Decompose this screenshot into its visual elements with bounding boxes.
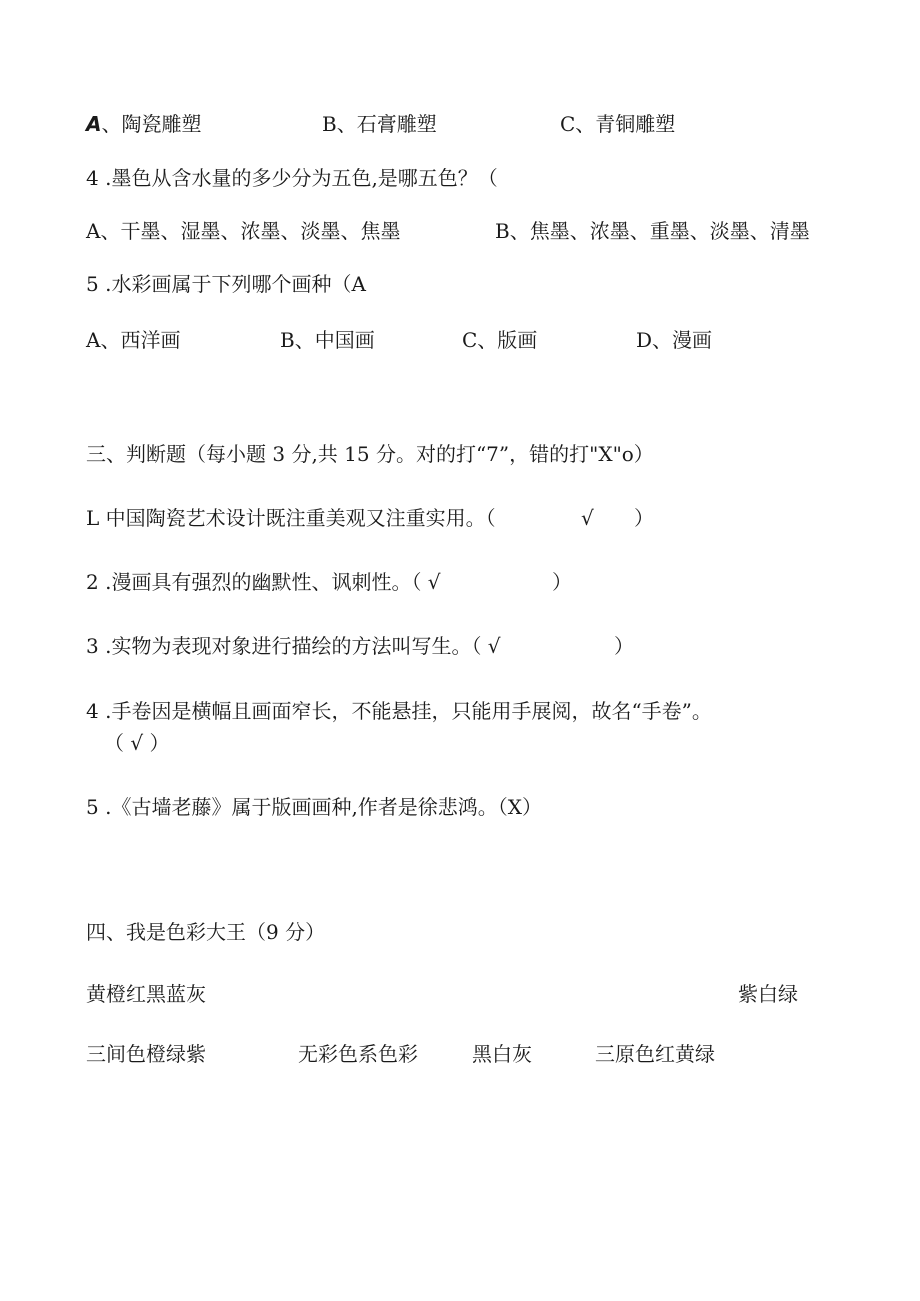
color-row2-item-1: 三间色橙绿紫 [86,1042,206,1066]
q5-option-a: A、西洋画 [86,328,181,352]
judge-item-1: L 中国陶瓷艺术设计既注重美观又注重实用。（ [86,506,496,530]
q3-option-a-text: 、陶瓷雕塑 [101,112,202,136]
color-row2-item-4: 三原色红黄绿 [595,1042,715,1066]
judge-item-1-answer: √ [581,506,594,530]
judge-item-3-close: ） [614,634,634,658]
color-row1-left: 黄橙红黑蓝灰 [86,982,206,1006]
q3-option-a-letter: A [86,112,102,136]
q5-option-c: C、版画 [462,328,538,352]
q5-stem: 5 .水彩画属于下列哪个画种（A [86,272,366,296]
judge-item-4: 4 .手卷因是横幅且画面窄长，不能悬挂，只能用手展阅，故名“手卷”。 [86,699,712,723]
judge-item-5: 5 .《古墙老藤》属于版画画种,作者是徐悲鸿。（X） [86,795,543,819]
color-row2-item-2: 无彩色系色彩 [298,1042,418,1066]
q5-option-d: D、漫画 [636,328,713,352]
q3-option-a [86,114,201,134]
judge-item-3: 3 .实物为表现对象进行描绘的方法叫写生。（ √ [86,634,501,658]
judge-item-1-close: ） [634,506,654,530]
judge-heading: 三、判断题（每小题 3 分,共 15 分。对的打“7”，错的打"X"o） [86,442,654,466]
q4-option-b: B、焦墨、浓墨、重墨、淡墨、清墨 [495,219,810,243]
judge-item-4-answer: （ √ ） [104,731,170,755]
q5-option-b: B、中国画 [280,328,375,352]
q3-option-c: C、青铜雕塑 [560,112,676,136]
color-row1-right: 紫白绿 [738,982,798,1006]
color-row2-item-3: 黑白灰 [472,1042,532,1066]
judge-item-2-close: ） [552,570,572,594]
judge-item-2: 2 .漫画具有强烈的幽默性、讽刺性。（ √ [86,570,441,594]
color-heading: 四、我是色彩大王（9 分） [86,920,326,944]
q3-option-b: B、石膏雕塑 [322,112,437,136]
q4-option-a: A、干墨、湿墨、浓墨、淡墨、焦墨 [86,219,401,243]
q4-stem: 4 .墨色从含水量的多少分为五色,是哪五色？（ [86,166,498,190]
